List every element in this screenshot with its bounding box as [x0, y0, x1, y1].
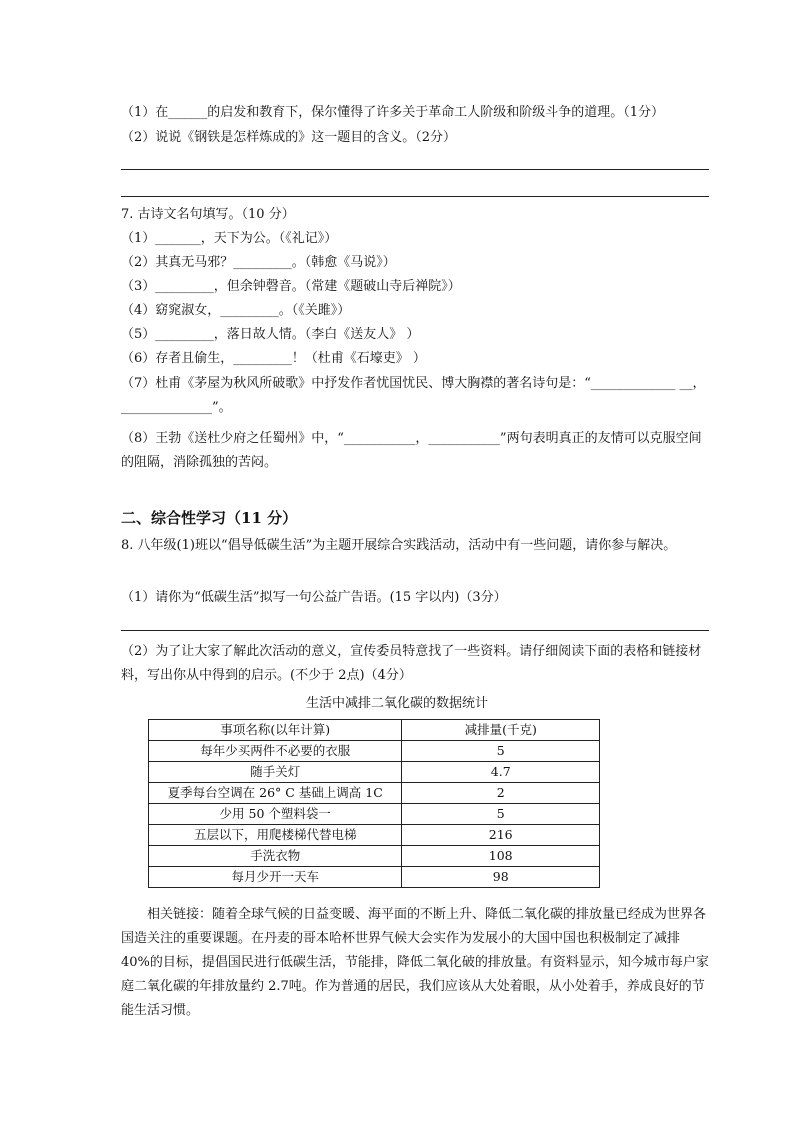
- table-row: [149, 846, 600, 867]
- answer-line: [121, 630, 709, 631]
- data-table: [148, 719, 600, 888]
- table-cell: 每年少买两件不必要的衣服: [149, 741, 402, 762]
- q6-item-2: （2）说说《钢铁是怎样炼成的》这一题目的含义。（2分）: [121, 130, 457, 145]
- table-cell: 2: [402, 783, 600, 804]
- table-cell: 少用 50 个塑料袋一: [149, 804, 402, 825]
- q7-item: （6）存者且偷生，_________！（杜甫《石壕吏》 ）: [121, 351, 426, 366]
- q7-item: （3）_________，但余钟磬音。（常建《题破山寺后禅院》）: [121, 279, 461, 294]
- q7-title: 7. 古诗文名句填写。（10 分）: [121, 207, 295, 222]
- q7-item: （4）窈窕淑女，_________。（《关雎》）: [121, 303, 351, 318]
- table-cell: 216: [402, 825, 600, 846]
- section-heading: 二、综合性学习（11 分）: [121, 509, 298, 527]
- table-cell: 4.7: [402, 762, 600, 783]
- table-cell: 108: [402, 846, 600, 867]
- table-row: [149, 741, 600, 762]
- q6-item-1: （1）在______的启发和教育下，保尔懂得了许多关于革命工人阶级和阶级斗争的道理。（1分）: [121, 105, 665, 120]
- table-cell: 98: [402, 867, 600, 888]
- table-cell: 随手关灯: [149, 762, 402, 783]
- table-header-row: [149, 720, 600, 741]
- q8-sub-1: （1）请你为“低碳生活”拟写一句公益广告语。(15 字以内)（3分）: [121, 590, 507, 605]
- table-row: [149, 804, 600, 825]
- table-row: [149, 825, 600, 846]
- table-cell: 五层以下，用爬楼梯代替电梯: [149, 825, 402, 846]
- q7-item-7: （7）杜甫《茅屋为秋风所破歌》中抒发作者忧国忧民、博大胸襟的著名诗句是：“_____________ __，______________”。: [121, 376, 706, 415]
- table-row: [149, 867, 600, 888]
- table-cell: 5: [402, 741, 600, 762]
- table-row: [149, 783, 600, 804]
- q8-sub-2: （2）为了让大家了解此次活动的意义，宣传委员特意找了一些资料。请仔细阅读下面的表格和链接材料，写出你从中得到的启示。(不少于 2点)（4分）: [121, 644, 702, 683]
- q7-item: （1）_______，天下为公。（《礼记》）: [121, 231, 338, 246]
- related-link-paragraph: 相关链接：随着全球气候的日益变暖、海平面的不断上升、降低二氧化碳的排放量已经成为世界各国造关注的重要课题。在丹麦的哥本哈杯世界气候大会实作为发展小的大国中国也积极制定了减排 40%的目标，提倡国民进行低碳生活，节能排，降低二氧化破的排放量。有资料显示，知今城市每户家庭二氧化碳的年排放量约 2.7吨。作为普通的居民，我们应该从大处着眼，从小处着手，养成良好的节能生活习惯。: [121, 907, 709, 1018]
- table-cell: 每月少开一天车: [149, 867, 402, 888]
- q7-item-8: （8）王勃《送杜少府之任蜀州》中，“___________，___________”两句表明真正的友情可以克服空间的阻隔，消除孤独的苦闷。: [121, 431, 702, 470]
- table-cell: 手洗衣物: [149, 846, 402, 867]
- table-header-cell: 事项名称(以年计算): [149, 720, 402, 741]
- table-header-cell: 减排量(千克): [402, 720, 600, 741]
- q7-item: （2）其真无马邪？_________。（韩愈《马说》）: [121, 255, 396, 270]
- answer-line: [121, 196, 709, 197]
- q7-item: （5）_________，落日故人情。（李白《送友人》 ）: [121, 327, 420, 342]
- answer-line: [121, 169, 709, 170]
- table-caption: 生活中减排二氧化碳的数据统计: [305, 696, 488, 711]
- q8-intro: 8. 八年级(1)班以“倡导低碳生活”为主题开展综合实践活动，活动中有一些问题，请你参与解决。: [121, 538, 677, 553]
- table-row: [149, 762, 600, 783]
- table-cell: 5: [402, 804, 600, 825]
- table-cell: 夏季每台空调在 26° C 基础上调高 1C: [149, 783, 402, 804]
